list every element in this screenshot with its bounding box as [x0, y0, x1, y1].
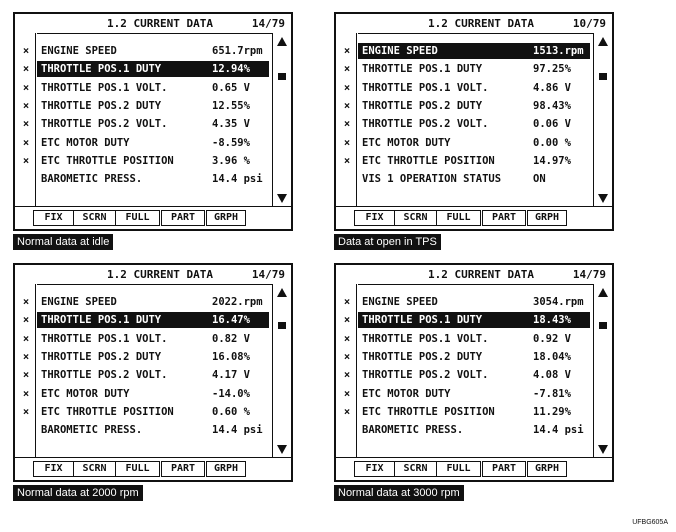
- scan-tool-screen: [13, 263, 293, 482]
- parameter-name: THROTTLE POS.2 VOLT.: [362, 118, 489, 131]
- parameter-name: ETC MOTOR DUTY: [362, 387, 451, 400]
- data-row[interactable]: [336, 349, 594, 365]
- panel-caption: Normal data at 2000 rpm: [13, 485, 143, 501]
- scroll-thumb[interactable]: [278, 73, 286, 80]
- function-key-bar: [336, 457, 612, 480]
- data-row[interactable]: [15, 116, 273, 132]
- parameter-value: 0.82 V: [212, 332, 250, 345]
- screen-header: [358, 265, 606, 284]
- parameter-name: THROTTLE POS.1 DUTY: [362, 63, 483, 76]
- row-mark-icon: ×: [22, 314, 30, 327]
- parameter-value: 3054.rpm: [533, 296, 584, 308]
- data-row[interactable]: [15, 386, 273, 402]
- parameter-value: ON: [533, 173, 546, 186]
- row-mark-icon: ×: [343, 81, 351, 94]
- scroll-up-arrow-icon[interactable]: [598, 288, 608, 297]
- grph-button[interactable]: GRPH: [527, 210, 567, 226]
- row-mark-icon: ×: [22, 405, 30, 418]
- part-button[interactable]: PART: [482, 210, 526, 226]
- scroll-up-arrow-icon[interactable]: [277, 288, 287, 297]
- parameter-name: THROTTLE POS.1 VOLT.: [362, 81, 489, 94]
- parameter-value: -14.0%: [212, 387, 250, 400]
- row-mark-icon: ×: [22, 63, 30, 76]
- parameter-value: 0.65 V: [212, 81, 250, 94]
- screen-header: [37, 14, 285, 33]
- data-row[interactable]: [336, 404, 594, 420]
- scan-tool-screen: [13, 12, 293, 231]
- parameter-name: ETC MOTOR DUTY: [41, 387, 130, 400]
- data-row[interactable]: [15, 367, 273, 383]
- data-row[interactable]: [15, 153, 273, 169]
- scroll-down-arrow-icon[interactable]: [598, 445, 608, 454]
- screen-title: 1.2 CURRENT DATA: [428, 17, 534, 30]
- parameter-value: 16.47%: [212, 314, 250, 327]
- part-button[interactable]: PART: [482, 461, 526, 477]
- parameter-value: 14.4 psi: [212, 424, 263, 437]
- page-indicator: 10/79: [572, 17, 606, 30]
- full-button[interactable]: FULL: [115, 461, 160, 477]
- parameter-value: 14.4 psi: [212, 173, 263, 186]
- parameter-name: VIS 1 OPERATION STATUS: [362, 173, 502, 186]
- data-row[interactable]: [336, 61, 594, 77]
- parameter-name: THROTTLE POS.2 VOLT.: [41, 118, 168, 131]
- part-button[interactable]: PART: [161, 210, 205, 226]
- scroll-thumb[interactable]: [278, 322, 286, 329]
- scrollbar[interactable]: [272, 284, 291, 458]
- parameter-value: 16.08%: [212, 350, 250, 363]
- scroll-down-arrow-icon[interactable]: [277, 445, 287, 454]
- parameter-name: ENGINE SPEED: [41, 296, 117, 308]
- parameter-value: 12.94%: [212, 63, 250, 76]
- data-screen-panel: [334, 12, 614, 252]
- parameter-value: -8.59%: [212, 136, 250, 149]
- scrollbar[interactable]: [593, 33, 612, 207]
- row-mark-icon: ×: [22, 154, 30, 167]
- scroll-up-arrow-icon[interactable]: [277, 37, 287, 46]
- fix-button[interactable]: FIX: [33, 461, 74, 477]
- parameter-name: THROTTLE POS.1 VOLT.: [41, 81, 168, 94]
- data-screen-panel: [13, 263, 293, 503]
- data-row[interactable]: [15, 294, 273, 310]
- parameter-name: THROTTLE POS.2 DUTY: [362, 99, 483, 112]
- parameter-value: -7.81%: [533, 387, 571, 400]
- header-divider: [37, 284, 273, 285]
- data-row[interactable]: [336, 43, 594, 59]
- data-row[interactable]: [336, 116, 594, 132]
- scroll-up-arrow-icon[interactable]: [598, 37, 608, 46]
- data-row[interactable]: [336, 153, 594, 169]
- parameter-name: THROTTLE POS.1 VOLT.: [362, 332, 489, 345]
- row-mark-icon: ×: [22, 350, 30, 363]
- row-mark-icon: ×: [22, 118, 30, 131]
- parameter-value: 11.29%: [533, 405, 571, 418]
- scroll-down-arrow-icon[interactable]: [598, 194, 608, 203]
- screen-title: 1.2 CURRENT DATA: [428, 268, 534, 281]
- parameter-value: 4.86 V: [533, 81, 571, 94]
- scroll-thumb[interactable]: [599, 73, 607, 80]
- row-mark-icon: ×: [343, 387, 351, 400]
- row-mark-icon: ×: [343, 405, 351, 418]
- parameter-value: 3.96 %: [212, 154, 250, 167]
- parameter-name: THROTTLE POS.2 DUTY: [362, 350, 483, 363]
- parameter-value: 14.97%: [533, 154, 571, 167]
- scan-tool-screen: [334, 263, 614, 482]
- parameter-name: ENGINE SPEED: [41, 45, 117, 57]
- row-mark-icon: ×: [22, 387, 30, 400]
- function-key-bar: [15, 206, 291, 229]
- row-mark-icon: ×: [22, 81, 30, 94]
- parameter-value: 14.4 psi: [533, 424, 584, 437]
- parameter-name: THROTTLE POS.2 VOLT.: [362, 369, 489, 382]
- data-row[interactable]: [15, 349, 273, 365]
- header-divider: [358, 284, 594, 285]
- parameter-name: ETC THROTTLE POSITION: [362, 154, 495, 167]
- parameter-value: 4.17 V: [212, 369, 250, 382]
- data-row[interactable]: [336, 80, 594, 96]
- scrn-button[interactable]: SCRN: [394, 461, 437, 477]
- data-row[interactable]: [15, 404, 273, 420]
- data-row[interactable]: [336, 422, 594, 438]
- parameter-value: 18.04%: [533, 350, 571, 363]
- parameter-value: 4.08 V: [533, 369, 571, 382]
- data-row[interactable]: [336, 294, 594, 310]
- row-mark-icon: ×: [22, 369, 30, 382]
- grph-button[interactable]: GRPH: [527, 461, 567, 477]
- part-button[interactable]: PART: [161, 461, 205, 477]
- row-mark-icon: ×: [343, 118, 351, 131]
- parameter-name: BAROMETIC PRESS.: [41, 424, 143, 437]
- parameter-name: THROTTLE POS.1 DUTY: [362, 314, 483, 327]
- grph-button[interactable]: GRPH: [206, 461, 246, 477]
- header-divider: [37, 33, 273, 34]
- data-row[interactable]: [15, 422, 273, 438]
- row-mark-icon: ×: [22, 296, 30, 308]
- function-key-bar: [15, 457, 291, 480]
- fix-button[interactable]: FIX: [33, 210, 74, 226]
- parameter-value: 4.35 V: [212, 118, 250, 131]
- data-row[interactable]: [336, 312, 594, 328]
- screen-title: 1.2 CURRENT DATA: [107, 17, 213, 30]
- fix-button[interactable]: FIX: [354, 210, 395, 226]
- parameter-value: 18.43%: [533, 314, 571, 327]
- parameter-value: 0.06 V: [533, 118, 571, 131]
- data-row[interactable]: [336, 98, 594, 114]
- data-screen-panel: [334, 263, 614, 503]
- scrn-button[interactable]: SCRN: [73, 461, 116, 477]
- row-mark-icon: ×: [343, 332, 351, 345]
- page-indicator: 14/79: [251, 268, 285, 281]
- data-row[interactable]: [336, 135, 594, 151]
- parameter-name: THROTTLE POS.1 DUTY: [41, 63, 162, 76]
- panel-caption: Data at open in TPS: [334, 234, 441, 250]
- data-row[interactable]: [15, 43, 273, 59]
- data-row[interactable]: [336, 386, 594, 402]
- parameter-value: 97.25%: [533, 63, 571, 76]
- data-row[interactable]: [15, 312, 273, 328]
- data-row[interactable]: [15, 80, 273, 96]
- function-key-bar: [336, 206, 612, 229]
- scrollbar[interactable]: [593, 284, 612, 458]
- grph-button[interactable]: GRPH: [206, 210, 246, 226]
- row-mark-icon: ×: [343, 314, 351, 327]
- row-mark-icon: ×: [343, 45, 351, 57]
- full-button[interactable]: FULL: [436, 461, 481, 477]
- row-mark-icon: ×: [343, 296, 351, 308]
- parameter-name: THROTTLE POS.1 DUTY: [41, 314, 162, 327]
- data-row[interactable]: [15, 98, 273, 114]
- parameter-value: 12.55%: [212, 99, 250, 112]
- parameter-name: THROTTLE POS.2 DUTY: [41, 350, 162, 363]
- screen-header: [358, 14, 606, 33]
- parameter-name: ETC MOTOR DUTY: [41, 136, 130, 149]
- panel-caption: Normal data at idle: [13, 234, 113, 250]
- row-mark-icon: ×: [22, 45, 30, 57]
- scan-tool-screen: [334, 12, 614, 231]
- parameter-name: THROTTLE POS.2 VOLT.: [41, 369, 168, 382]
- parameter-name: ENGINE SPEED: [362, 45, 438, 57]
- row-mark-icon: ×: [22, 332, 30, 345]
- parameter-name: ETC THROTTLE POSITION: [362, 405, 495, 418]
- parameter-name: ENGINE SPEED: [362, 296, 438, 308]
- parameter-value: 98.43%: [533, 99, 571, 112]
- screen-title: 1.2 CURRENT DATA: [107, 268, 213, 281]
- full-button[interactable]: FULL: [115, 210, 160, 226]
- row-mark-icon: ×: [343, 136, 351, 149]
- parameter-name: THROTTLE POS.2 DUTY: [41, 99, 162, 112]
- row-mark-icon: ×: [22, 136, 30, 149]
- scroll-down-arrow-icon[interactable]: [277, 194, 287, 203]
- header-divider: [358, 33, 594, 34]
- parameter-name: BAROMETIC PRESS.: [41, 173, 143, 186]
- scrollbar[interactable]: [272, 33, 291, 207]
- parameter-value: 0.00 %: [533, 136, 571, 149]
- data-row[interactable]: [336, 171, 594, 187]
- scrn-button[interactable]: SCRN: [73, 210, 116, 226]
- row-mark-icon: ×: [343, 154, 351, 167]
- page-indicator: 14/79: [572, 268, 606, 281]
- parameter-name: THROTTLE POS.1 VOLT.: [41, 332, 168, 345]
- panel-caption: Normal data at 3000 rpm: [334, 485, 464, 501]
- row-mark-icon: ×: [343, 63, 351, 76]
- screen-header: [37, 265, 285, 284]
- fix-button[interactable]: FIX: [354, 461, 395, 477]
- parameter-value: 0.60 %: [212, 405, 250, 418]
- parameter-value: 2022.rpm: [212, 296, 263, 308]
- data-screen-panel: [13, 12, 293, 252]
- parameter-name: ETC THROTTLE POSITION: [41, 405, 174, 418]
- data-row[interactable]: [15, 171, 273, 187]
- parameter-value: 651.7rpm: [212, 45, 263, 57]
- full-button[interactable]: FULL: [436, 210, 481, 226]
- scroll-thumb[interactable]: [599, 322, 607, 329]
- row-mark-icon: ×: [343, 369, 351, 382]
- data-row[interactable]: [336, 367, 594, 383]
- parameter-name: ETC MOTOR DUTY: [362, 136, 451, 149]
- parameter-value: 0.92 V: [533, 332, 571, 345]
- parameter-value: 1513.rpm: [533, 45, 584, 57]
- data-row[interactable]: [15, 61, 273, 77]
- row-mark-icon: ×: [343, 350, 351, 363]
- row-mark-icon: ×: [343, 99, 351, 112]
- parameter-name: BAROMETIC PRESS.: [362, 424, 464, 437]
- parameter-name: ETC THROTTLE POSITION: [41, 154, 174, 167]
- page-indicator: 14/79: [251, 17, 285, 30]
- scrn-button[interactable]: SCRN: [394, 210, 437, 226]
- figure-code: UFBG605A: [632, 519, 668, 526]
- data-row[interactable]: [15, 331, 273, 347]
- data-row[interactable]: [15, 135, 273, 151]
- row-mark-icon: ×: [22, 99, 30, 112]
- data-row[interactable]: [336, 331, 594, 347]
